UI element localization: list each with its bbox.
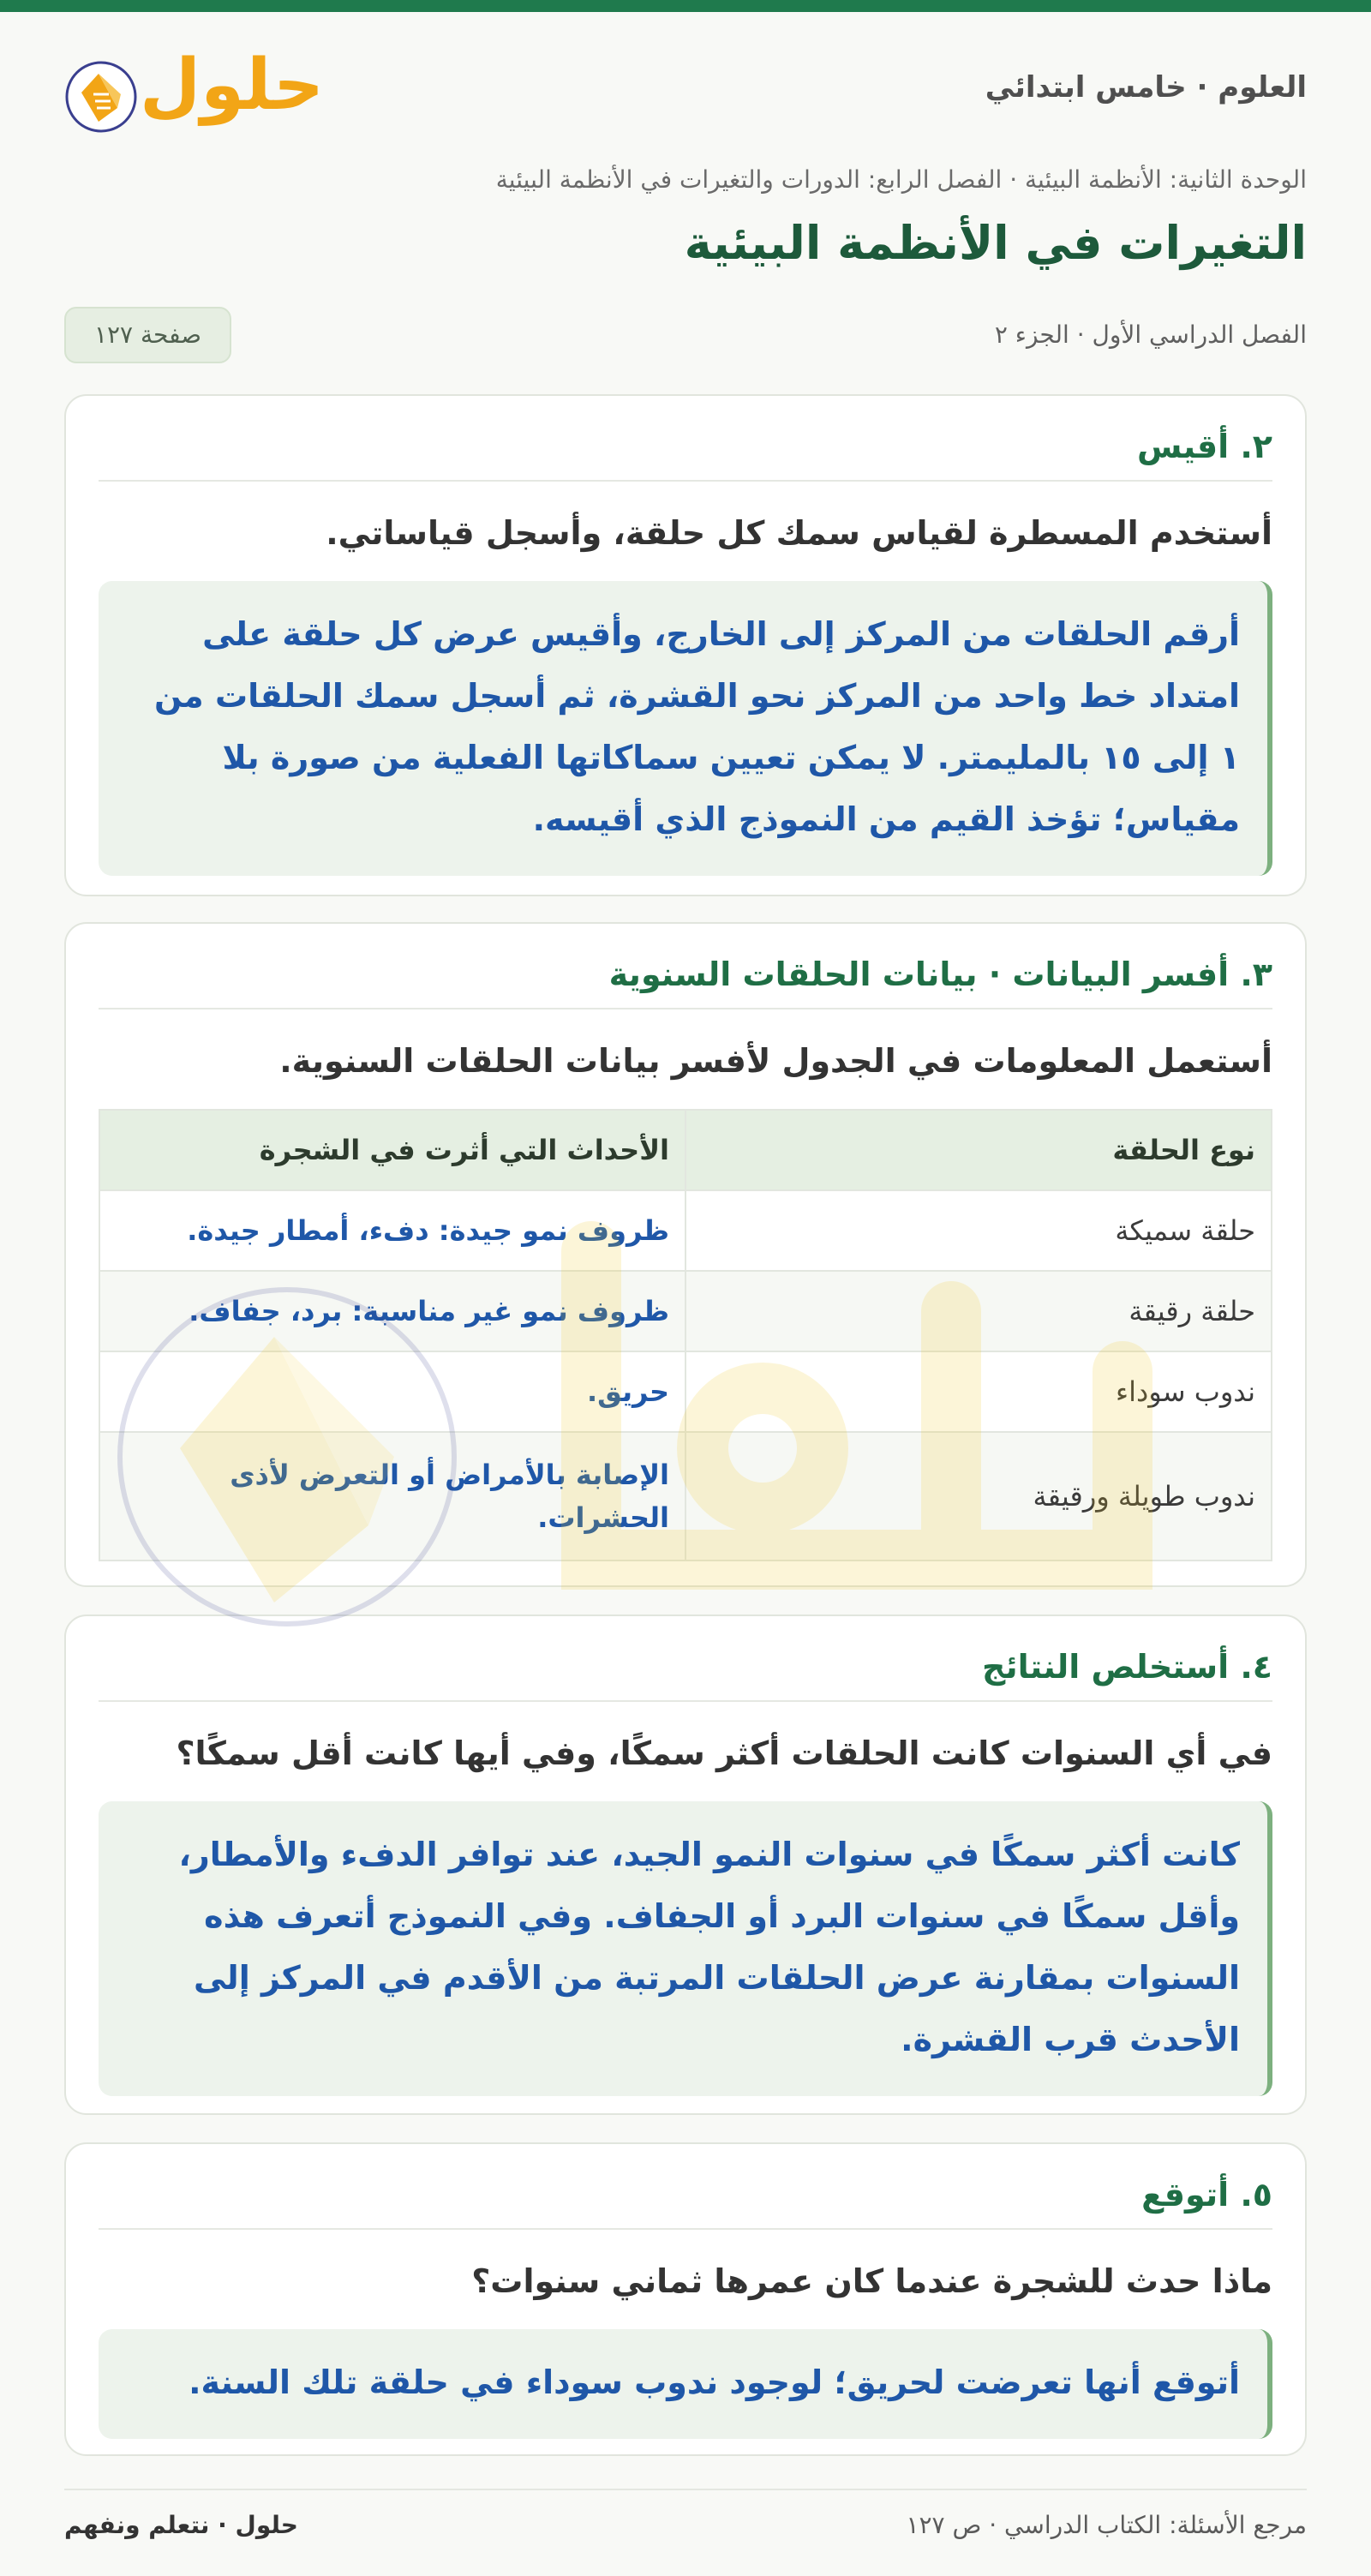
- page-title: التغيرات في الأنظمة البيئية: [684, 216, 1307, 270]
- table-header-events: الأحداث التي أثرت في الشجرة: [99, 1110, 686, 1190]
- section-heading: ٤. أستخلص النتائج: [99, 1616, 1272, 1702]
- table-header-type: نوع الحلقة: [686, 1110, 1272, 1190]
- section-predict: [64, 2142, 1307, 2456]
- logo-wordmark: حلول: [140, 45, 325, 126]
- logo: [64, 45, 325, 144]
- table-row: [99, 1190, 1272, 1271]
- question-text: في أي السنوات كانت الحلقات أكثر سمكًا، وفي أيها كانت أقل سمكًا؟: [176, 1734, 1272, 1772]
- breadcrumb: الوحدة الثانية: الأنظمة البيئية · الفصل الرابع: الدورات والتغيرات في الأنظمة البيئية: [495, 165, 1307, 194]
- table-row: [99, 1271, 1272, 1351]
- subject-label: العلوم · خامس ابتدائي: [985, 70, 1307, 105]
- ring-data-table: [99, 1109, 1272, 1561]
- ring-event-cell: ظروف نمو غير مناسبة: برد، جفاف.: [99, 1271, 686, 1351]
- ring-event-cell: حريق.: [99, 1351, 686, 1432]
- table-row: [99, 1432, 1272, 1561]
- section-heading: ٣. أفسر البيانات · بيانات الحلقات السنوية: [99, 924, 1272, 1009]
- answer-box: كانت أكثر سمكًا في سنوات النمو الجيد، عند توافر الدفء والأمطار، وأقل سمكًا في سنوات البرد أو الجفاف. وفي النموذج أتعرف هذه السنوات بمقارنة عرض الحلقات المرتبة من الأقدم في المركز إلى الأحدث قرب القشرة.: [99, 1801, 1272, 2096]
- page-number-badge: صفحة ١٢٧: [64, 307, 231, 363]
- section-conclude: [64, 1614, 1307, 2115]
- page-header: [64, 45, 1307, 153]
- footer-brand: حلول · نتعلم ونفهم: [64, 2511, 298, 2539]
- question-text: أستخدم المسطرة لقياس سمك كل حلقة، وأسجل قياساتي.: [326, 514, 1272, 552]
- table-row: [99, 1351, 1272, 1432]
- ring-type-cell: حلقة سميكة: [686, 1190, 1272, 1271]
- section-heading: ٢. أقيس: [99, 396, 1272, 482]
- answer-box: أتوقع أنها تعرضت لحريق؛ لوجود ندوب سوداء في حلقة تلك السنة.: [99, 2329, 1272, 2439]
- ring-type-cell: حلقة رقيقة: [686, 1271, 1272, 1351]
- ring-event-cell: الإصابة بالأمراض أو التعرض لأذى الحشرات.: [99, 1432, 686, 1561]
- ring-type-cell: ندوب طويلة ورقيقة: [686, 1432, 1272, 1561]
- term-label: الفصل الدراسي الأول · الجزء ٢: [994, 321, 1307, 349]
- footer-reference: مرجع الأسئلة: الكتاب الدراسي · ص ١٢٧: [906, 2511, 1307, 2539]
- book-icon: [64, 60, 138, 134]
- ring-event-cell: ظروف نمو جيدة: دفء، أمطار جيدة.: [99, 1190, 686, 1271]
- answer-box: أرقم الحلقات من المركز إلى الخارج، وأقيس عرض كل حلقة على امتداد خط واحد من المركز نحو القشرة، ثم أسجل سمك الحلقات من ١ إلى ١٥ بالمليمتر. لا يمكن تعيين سماكاتها الفعلية من صورة بلا مقياس؛ تؤخذ القيم من النموذج الذي أقيسه.: [99, 581, 1272, 876]
- section-interpret: [64, 922, 1307, 1587]
- section-measure: [64, 394, 1307, 896]
- question-text: ماذا حدث للشجرة عندما كان عمرها ثماني سنوات؟: [471, 2262, 1272, 2300]
- footer-divider: [64, 2489, 1307, 2490]
- ring-type-cell: ندوب سوداء: [686, 1351, 1272, 1432]
- question-text: أستعمل المعلومات في الجدول لأفسر بيانات الحلقات السنوية.: [279, 1042, 1272, 1080]
- top-accent-bar: [0, 0, 1371, 12]
- section-heading: ٥. أتوقع: [99, 2144, 1272, 2230]
